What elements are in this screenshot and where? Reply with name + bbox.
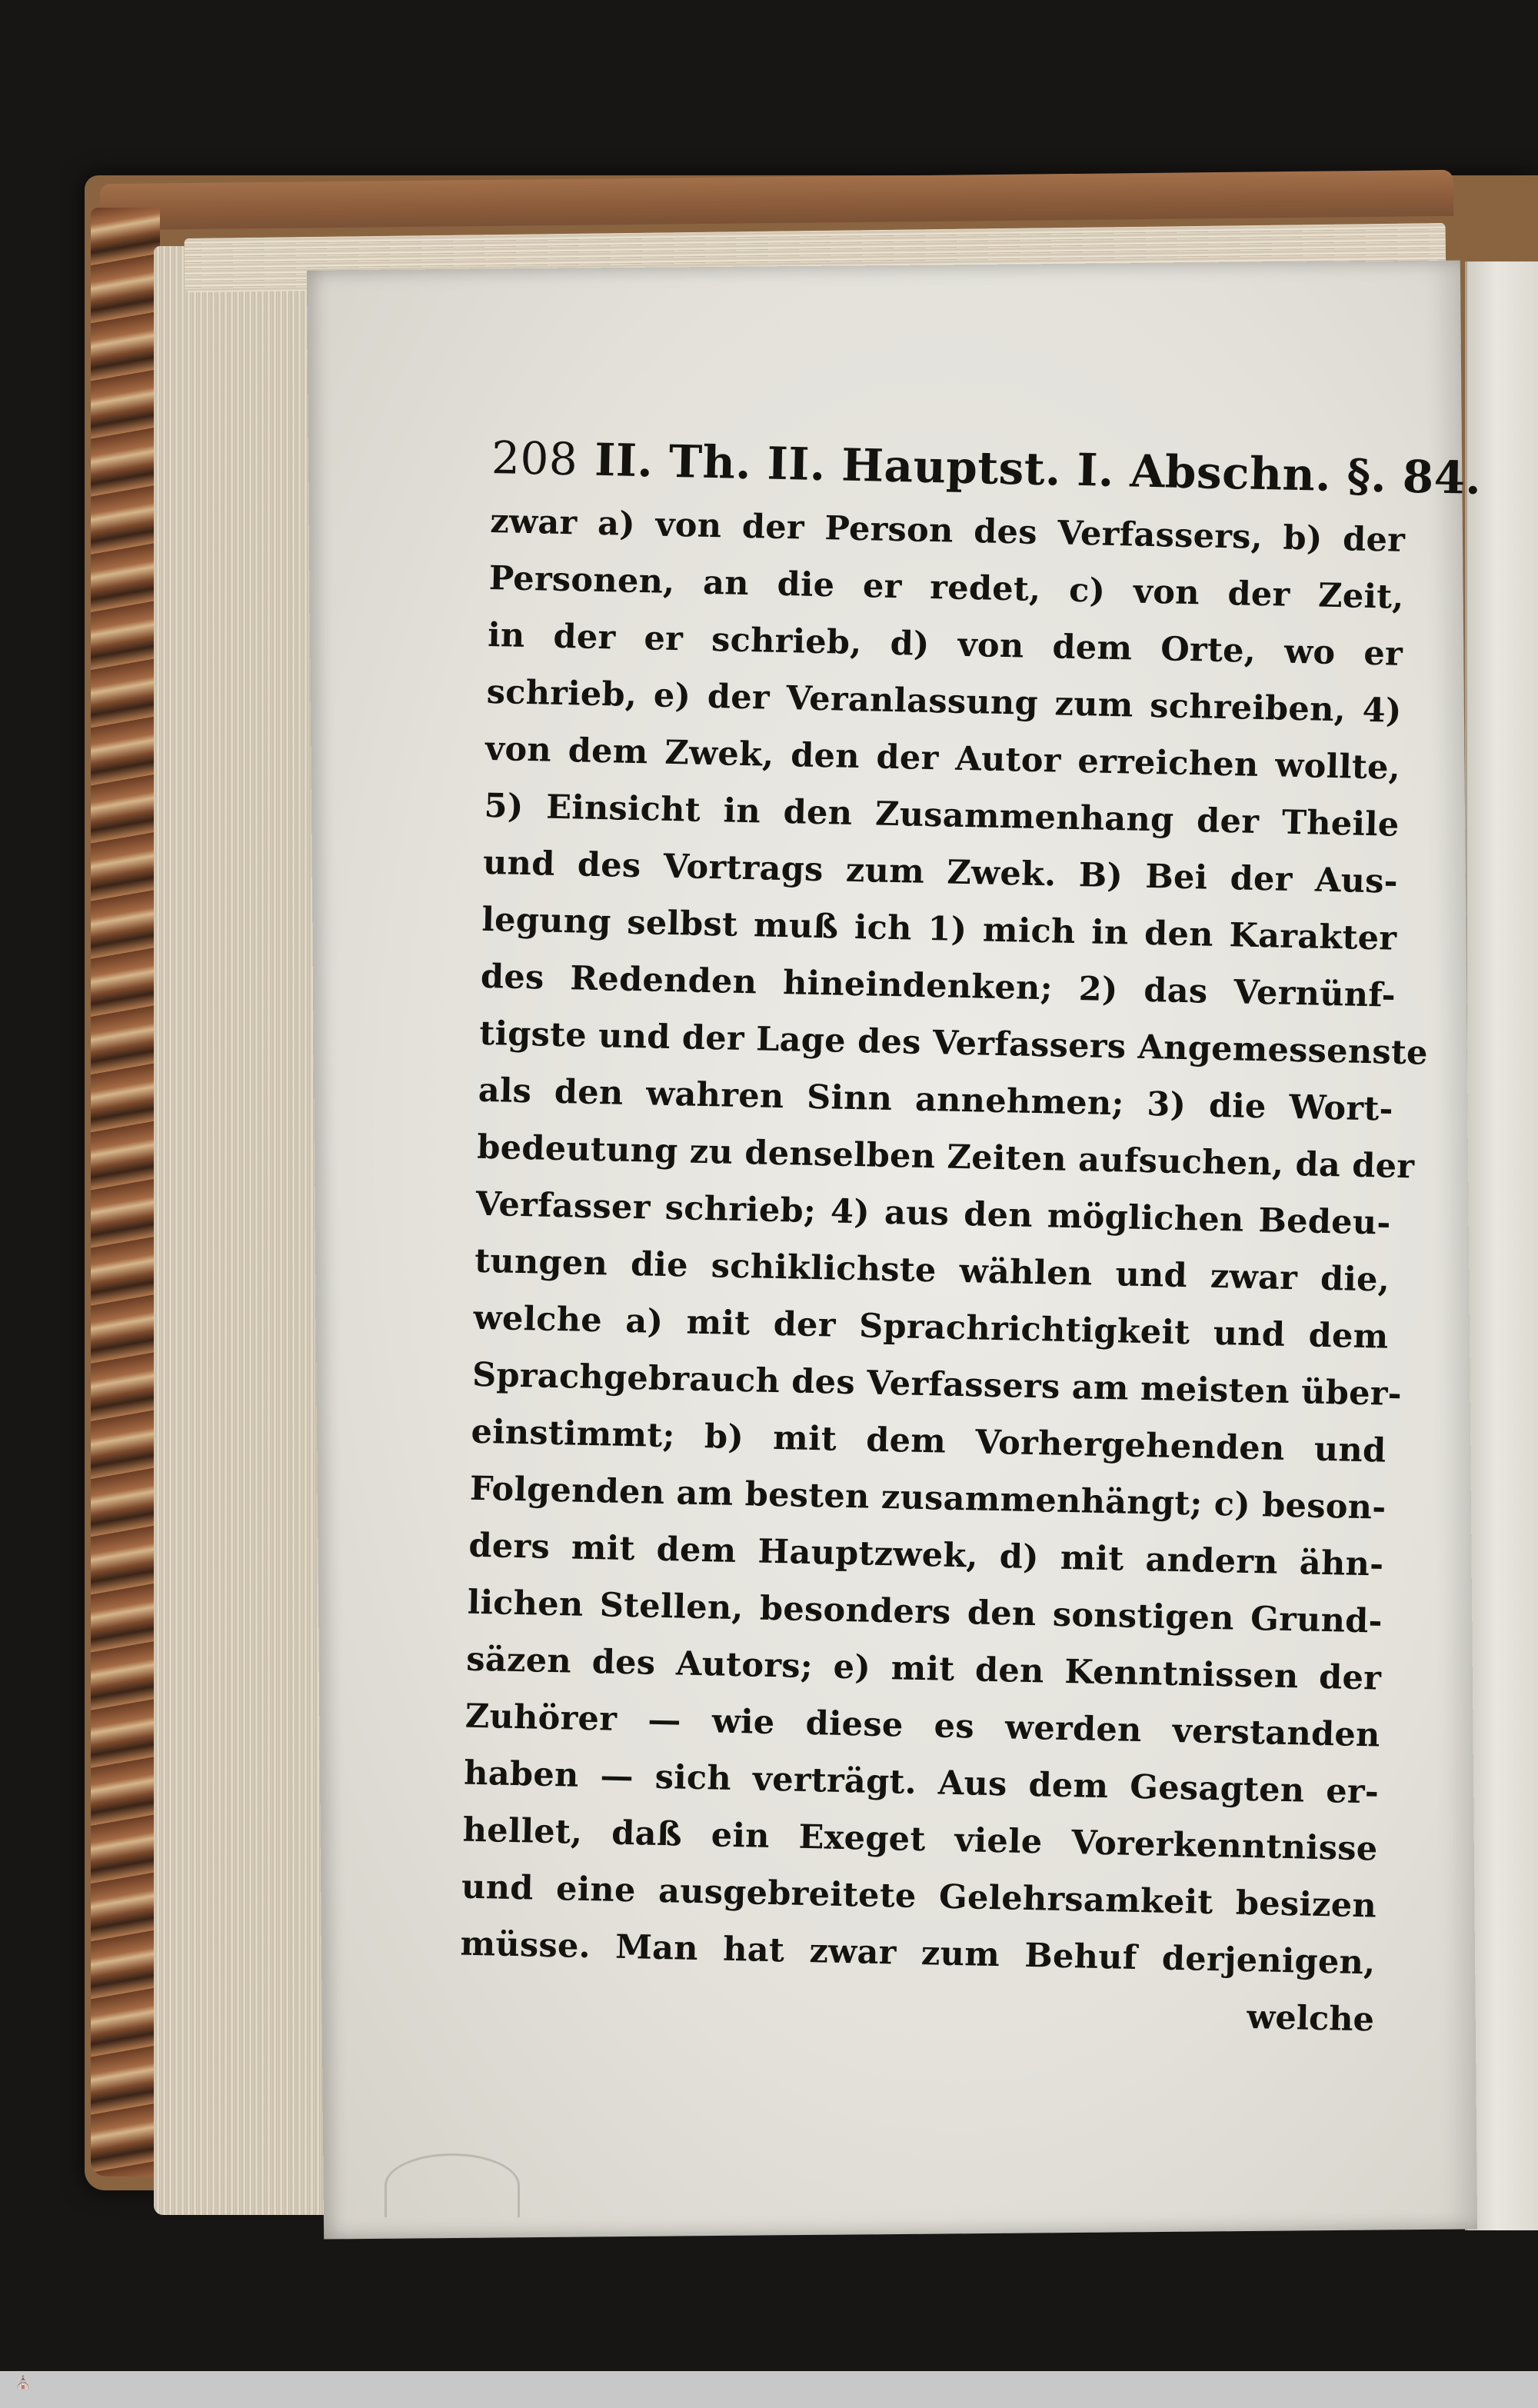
text-line: 5) Einsicht in den Zusammenhang der Theile: [484, 786, 1400, 844]
text-line: in der er schrieb, d) von dem Orte, wo er: [487, 615, 1403, 674]
text-line: lichen Stellen, besonders den sonstigen Grund-: [467, 1583, 1383, 1641]
text-line: und eine ausgebreitete Gelehrsamkeit besizen: [461, 1867, 1377, 1926]
text-line: schrieb, e) der Veranlassung zum schreiben, 4): [486, 672, 1403, 731]
text-lines: [460, 493, 1429, 1991]
text-line: ders mit dem Hauptzwek, d) mit andern ähn-: [468, 1526, 1384, 1584]
facing-page-edge: [1465, 261, 1538, 2230]
text-line: und des Vortrags zum Zwek. B) Bei der Aus-: [482, 843, 1399, 901]
text-line: Zuhörer — wie diese es werden verstanden: [464, 1697, 1381, 1755]
library-emblem-icon: ⛪: [15, 2375, 31, 2390]
text-line: Folgenden am besten zusammenhängt; c) beson-: [469, 1469, 1387, 1527]
library-logo: [8, 2376, 38, 2404]
text-line: von dem Zwek, den der Autor erreichen wollte,: [484, 729, 1401, 788]
page-stack-side: [154, 246, 331, 2215]
text-line: welche a) mit der Sprachrichtigkeit und dem: [473, 1298, 1389, 1357]
marbled-book-edge: [91, 208, 160, 2177]
page-text-block: [458, 427, 1482, 2048]
page-stain: [384, 2153, 520, 2217]
text-line: einstimmt; b) mit dem Vorhergehenden und: [471, 1412, 1387, 1470]
text-line: legung selbst muß ich 1) mich in den Karakter: [481, 900, 1397, 958]
text-line: Personen, an die er redet, c) von der Zeit,: [488, 558, 1405, 617]
text-line: tungen die schiklichste wählen und zwar die,: [474, 1241, 1390, 1300]
text-line: Verfasser schrieb; 4) aus den möglichen Bedeu-: [475, 1184, 1392, 1243]
text-line: müsse. Man hat zwar zum Behuf derjenigen,: [460, 1924, 1376, 1983]
text-line: zwar a) von der Person des Verfassers, b) der: [489, 501, 1406, 560]
running-head: II. Th. II. Hauptst. I. Abschn. §. 84.: [594, 433, 1482, 505]
text-line: als den wahren Sinn annehmen; 3) die Wort-: [478, 1071, 1394, 1129]
text-line: säzen des Autors; e) mit den Kenntnissen der: [465, 1640, 1382, 1698]
text-line: des Redenden hineindenken; 2) das Vernünf-: [480, 957, 1397, 1015]
text-line: hellet, daß ein Exeget viele Vorerkenntnisse: [462, 1810, 1379, 1869]
catchword: welche: [1246, 1998, 1375, 2040]
viewer-bottom-bar: [0, 2371, 1538, 2408]
text-line: bedeutung zu denselben Zeiten aufsuchen, da der: [476, 1127, 1415, 1187]
text-line: tigste und der Lage des Verfassers Angemessenste: [478, 1014, 1429, 1073]
text-line: haben — sich verträgt. Aus dem Gesagten er-: [463, 1754, 1380, 1812]
text-line: Sprachgebrauch des Verfassers am meisten über-: [471, 1355, 1403, 1414]
page-number: 208: [491, 431, 579, 486]
